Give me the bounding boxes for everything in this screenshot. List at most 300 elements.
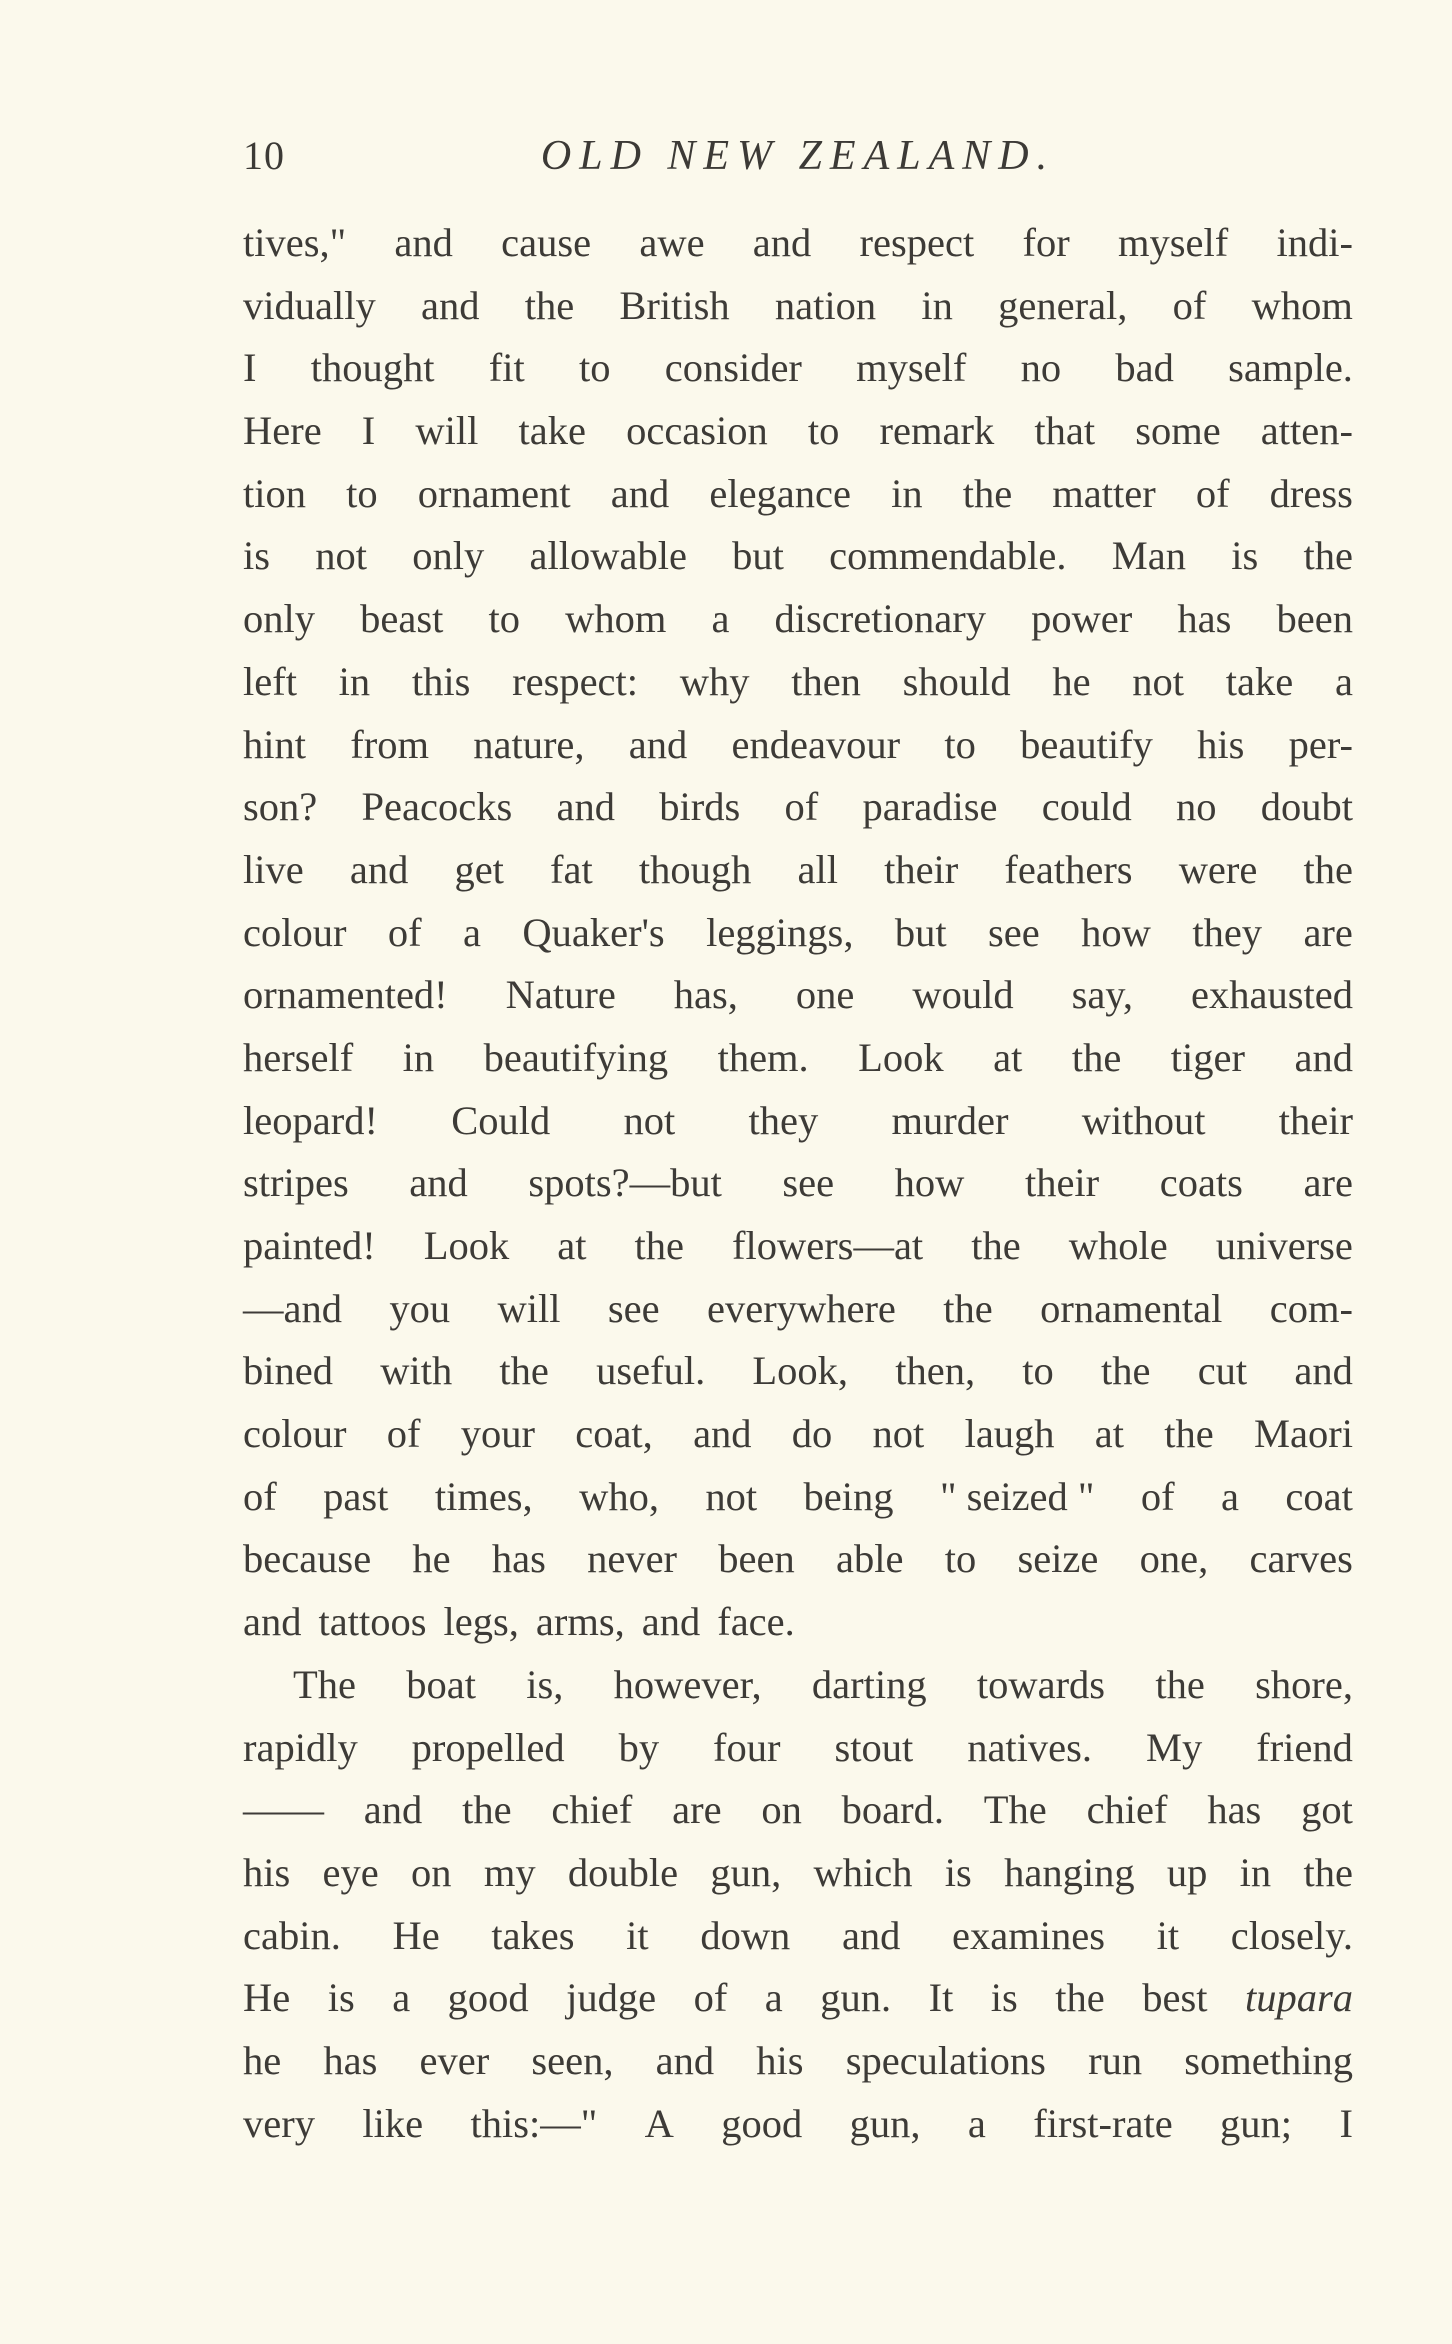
- word: run: [1088, 2037, 1143, 2083]
- word: laugh: [964, 1411, 1055, 1457]
- word: speculations: [845, 2037, 1046, 2083]
- word: a: [1221, 1473, 1239, 1519]
- word: a: [967, 2100, 986, 2146]
- word: Could: [451, 1097, 551, 1143]
- word: takes: [491, 1912, 575, 1958]
- word: tupara: [1244, 1975, 1353, 2021]
- word: fat: [550, 846, 593, 892]
- word: best: [1142, 1975, 1208, 2021]
- word: colour: [243, 1411, 347, 1457]
- text-line: [243, 1027, 1353, 1090]
- word: the: [1071, 1034, 1122, 1080]
- word: who,: [579, 1473, 659, 1519]
- word: Nature: [505, 972, 616, 1018]
- word: all: [797, 846, 838, 892]
- text-line: [243, 1591, 1353, 1654]
- text-line: [243, 1403, 1353, 1466]
- word: A: [644, 2100, 674, 2146]
- word: he: [412, 1536, 451, 1582]
- text-line: [243, 1528, 1353, 1591]
- word: arms,: [535, 1599, 625, 1645]
- word: the: [524, 282, 575, 328]
- word: commendable.: [829, 533, 1067, 579]
- word: a: [764, 1975, 783, 2021]
- page-header: [243, 132, 1353, 192]
- word: only: [243, 596, 316, 642]
- word: of: [1140, 1473, 1175, 1519]
- word: he: [243, 2037, 282, 2083]
- word: not: [623, 1097, 676, 1143]
- word: has: [491, 1536, 546, 1582]
- word: been: [1276, 596, 1353, 642]
- word: for: [1022, 220, 1070, 265]
- word: vidually: [243, 282, 376, 328]
- word: tion: [243, 470, 307, 516]
- word: discretionary: [774, 596, 986, 642]
- word: whom: [1251, 282, 1353, 328]
- word: been: [718, 1536, 795, 1582]
- word: stout: [834, 1724, 914, 1770]
- text-line: [243, 1905, 1353, 1968]
- text-line: [243, 212, 1353, 275]
- word: he: [1052, 658, 1091, 704]
- word: feathers: [1004, 846, 1133, 892]
- word: double: [567, 1849, 679, 1895]
- word: to: [578, 345, 611, 391]
- word: birds: [659, 784, 741, 830]
- word: gun;: [1220, 2100, 1293, 2146]
- word: and: [349, 846, 409, 892]
- word: and: [420, 282, 480, 328]
- word: them.: [717, 1034, 809, 1080]
- word: the: [1303, 1849, 1353, 1895]
- word: hanging: [1004, 1849, 1135, 1895]
- text-line: [243, 525, 1353, 588]
- word: natives.: [967, 1724, 1093, 1770]
- word: and: [693, 1411, 752, 1457]
- word: propelled: [411, 1724, 565, 1770]
- word: by: [618, 1724, 660, 1770]
- word: of: [784, 784, 819, 830]
- word: in: [921, 282, 953, 328]
- word: the: [971, 1223, 1021, 1268]
- word: myself: [856, 345, 967, 391]
- word: has: [323, 2037, 378, 2083]
- word: without: [1081, 1097, 1206, 1143]
- text-line: [243, 400, 1353, 463]
- word: and: [556, 784, 615, 830]
- word: no: [1175, 784, 1217, 830]
- word: are: [1303, 909, 1353, 955]
- word: times,: [434, 1473, 533, 1519]
- word: Here: [243, 408, 322, 454]
- word: general,: [998, 282, 1128, 328]
- word: Maori: [1254, 1411, 1353, 1457]
- word: the: [962, 470, 1013, 516]
- text-line: [243, 1466, 1353, 1529]
- word: from: [350, 721, 429, 767]
- word: and: [363, 1787, 423, 1833]
- word: that: [1034, 408, 1096, 454]
- word: the: [1101, 1348, 1151, 1394]
- word: respect:: [512, 658, 639, 704]
- word: live: [243, 846, 304, 892]
- word: though: [638, 846, 752, 892]
- word: ornament: [417, 470, 571, 516]
- word: not: [872, 1411, 925, 1457]
- body-text: [243, 212, 1353, 2155]
- word: dress: [1269, 470, 1353, 516]
- text-line: [243, 1340, 1353, 1403]
- text-line: [243, 1152, 1353, 1215]
- text-line: [243, 1278, 1353, 1341]
- text-line: [243, 1215, 1353, 1278]
- word: I: [243, 345, 257, 391]
- word: I: [1339, 2100, 1353, 2146]
- word: ever: [419, 2037, 490, 2083]
- word: power: [1031, 596, 1133, 642]
- word: com-: [1269, 1285, 1353, 1331]
- word: this:—": [470, 2100, 598, 2146]
- text-line: [243, 964, 1353, 1027]
- word: to: [346, 470, 378, 516]
- word: then,: [895, 1348, 976, 1394]
- word: and: [1294, 1034, 1353, 1080]
- word: the: [1303, 533, 1353, 579]
- word: The: [983, 1787, 1047, 1833]
- text-line: [243, 1967, 1353, 2030]
- word: but: [732, 533, 784, 579]
- word: something: [1184, 2037, 1353, 2083]
- word: respect: [859, 220, 975, 265]
- word: Look: [423, 1223, 510, 1268]
- word: eye: [322, 1849, 379, 1895]
- text-line: [243, 1779, 1353, 1842]
- word: to: [488, 596, 520, 642]
- word: has: [1207, 1787, 1262, 1833]
- word: are: [1303, 1160, 1353, 1206]
- word: and: [243, 1599, 302, 1645]
- word: fit: [488, 345, 525, 391]
- word: coats: [1159, 1160, 1243, 1206]
- word: and: [752, 220, 812, 265]
- word: with: [380, 1348, 453, 1394]
- word: cut: [1197, 1348, 1248, 1394]
- word: his: [243, 1849, 291, 1895]
- word: is: [944, 1849, 972, 1895]
- word: is: [1231, 533, 1259, 579]
- word: beautify: [1020, 721, 1153, 767]
- word: has: [1177, 596, 1232, 642]
- word: at: [1094, 1411, 1125, 1457]
- word: in: [1239, 1849, 1272, 1895]
- page-number: 10: [243, 133, 285, 178]
- word: get: [454, 846, 504, 892]
- word: a: [711, 596, 730, 642]
- word: useful.: [596, 1348, 706, 1394]
- word: hint: [243, 721, 307, 767]
- word: friend: [1256, 1724, 1353, 1770]
- word: examines: [952, 1912, 1105, 1958]
- word: murder: [891, 1097, 1009, 1143]
- word: It: [928, 1975, 954, 2021]
- word: and: [1294, 1348, 1353, 1394]
- word: in: [338, 658, 371, 704]
- word: board.: [841, 1787, 944, 1833]
- word: whole: [1068, 1223, 1168, 1268]
- word: of: [693, 1975, 728, 2021]
- word: good: [447, 1975, 529, 2021]
- word: four: [713, 1724, 781, 1770]
- text-line: [243, 902, 1353, 965]
- word: seen,: [531, 2037, 614, 2083]
- word: the: [1303, 846, 1353, 892]
- word: He: [243, 1975, 291, 2021]
- word: universe: [1215, 1223, 1353, 1268]
- word: of: [387, 909, 422, 955]
- word: seize: [1017, 1536, 1099, 1582]
- word: you: [389, 1285, 451, 1331]
- word: nation: [774, 282, 877, 328]
- word: take: [518, 408, 586, 454]
- word: to: [807, 408, 840, 454]
- word: elegance: [709, 470, 851, 516]
- word: nature,: [473, 721, 585, 767]
- word: left: [243, 658, 297, 704]
- word: a: [463, 909, 482, 955]
- word: are: [672, 1787, 722, 1833]
- word: atten-: [1260, 408, 1353, 454]
- word: is: [243, 533, 271, 579]
- word: and: [841, 1912, 901, 1958]
- word: and: [610, 470, 670, 516]
- word: has,: [673, 972, 738, 1018]
- word: boat: [406, 1661, 476, 1707]
- text-line: [243, 714, 1353, 777]
- word: being: [803, 1473, 894, 1519]
- word: will: [497, 1285, 561, 1331]
- text-line: [243, 1654, 1353, 1717]
- word: chief: [1086, 1787, 1168, 1833]
- word: tiger: [1170, 1034, 1245, 1080]
- word: they: [1192, 909, 1263, 955]
- word: at: [557, 1223, 587, 1268]
- word: shore,: [1255, 1661, 1353, 1707]
- word: could: [1041, 784, 1132, 830]
- word: only: [412, 533, 485, 579]
- word: how: [894, 1160, 965, 1206]
- word: allowable: [529, 533, 687, 579]
- word: face.: [717, 1599, 795, 1645]
- word: everywhere: [707, 1285, 896, 1331]
- word: is: [990, 1975, 1018, 2021]
- word: to: [1022, 1348, 1054, 1394]
- text-line: [243, 275, 1353, 338]
- word: whom: [565, 596, 667, 642]
- word: their: [1278, 1097, 1353, 1143]
- word: on: [411, 1849, 452, 1895]
- word: legs,: [443, 1599, 519, 1645]
- word: colour: [243, 909, 347, 955]
- word: The: [293, 1661, 356, 1707]
- word: and: [655, 2037, 715, 2083]
- word: exhausted: [1191, 972, 1353, 1018]
- word: herself: [243, 1034, 354, 1080]
- word: one: [795, 972, 855, 1018]
- word: towards: [976, 1661, 1106, 1707]
- word: beast: [360, 596, 444, 642]
- word: beautifying: [483, 1034, 669, 1080]
- word: cause: [501, 220, 592, 265]
- word: leggings,: [706, 909, 854, 955]
- word: of: [243, 1473, 277, 1519]
- word: tives,": [243, 220, 347, 265]
- word: the: [1164, 1411, 1214, 1457]
- word: the: [634, 1223, 684, 1268]
- word: sample.: [1228, 345, 1353, 391]
- word: but: [894, 909, 947, 955]
- word: He: [392, 1912, 440, 1958]
- word: were: [1178, 846, 1258, 892]
- word: Look: [858, 1034, 944, 1080]
- word: painted!: [243, 1223, 376, 1268]
- word: my: [483, 1849, 536, 1895]
- word: gun,: [849, 2100, 921, 2146]
- word: doubt: [1260, 784, 1353, 830]
- word: rapidly: [243, 1724, 358, 1770]
- word: not: [1132, 658, 1185, 704]
- word: awe: [639, 220, 705, 265]
- word: spots?—but: [528, 1160, 722, 1206]
- word: first-rate: [1033, 2100, 1173, 2146]
- word: say,: [1071, 972, 1134, 1018]
- word: closely.: [1230, 1912, 1353, 1958]
- word: a: [392, 1975, 411, 2021]
- text-line: [243, 463, 1353, 526]
- word: should: [902, 658, 1011, 704]
- word: Man: [1111, 533, 1186, 579]
- word: the: [943, 1285, 993, 1331]
- word: at: [993, 1034, 1023, 1080]
- word: and: [628, 721, 688, 767]
- text-line: [243, 337, 1353, 400]
- text-line: [243, 839, 1353, 902]
- word: they: [748, 1097, 819, 1143]
- word: indi-: [1276, 220, 1353, 265]
- word: of: [1195, 470, 1230, 516]
- word: son?: [243, 784, 318, 830]
- word: and: [394, 220, 453, 265]
- word: will: [415, 408, 479, 454]
- word: in: [402, 1034, 435, 1080]
- word: see: [988, 909, 1040, 955]
- word: the: [1055, 1975, 1105, 2021]
- word: the: [462, 1787, 512, 1833]
- word: and: [641, 1599, 701, 1645]
- word: chief: [551, 1787, 633, 1833]
- word: remark: [879, 408, 995, 454]
- word: up: [1166, 1849, 1208, 1895]
- word: cabin.: [243, 1912, 341, 1958]
- word: why: [679, 658, 750, 704]
- text-line: [243, 2093, 1353, 2156]
- word: past: [323, 1473, 389, 1519]
- word: bined: [243, 1348, 333, 1394]
- word: this: [411, 658, 471, 704]
- word: ornamental: [1040, 1285, 1223, 1331]
- word: the: [1155, 1661, 1205, 1707]
- word: coat: [1285, 1473, 1353, 1519]
- word: and: [409, 1160, 468, 1206]
- word: then: [791, 658, 861, 704]
- word: like: [362, 2100, 424, 2146]
- word: Peacocks: [361, 784, 513, 830]
- word: to: [944, 1536, 977, 1582]
- word: it: [1156, 1912, 1180, 1958]
- word: thought: [310, 345, 435, 391]
- word: one,: [1139, 1536, 1209, 1582]
- word: per-: [1288, 721, 1353, 767]
- word: carves: [1249, 1536, 1353, 1582]
- word: tattoos: [318, 1599, 427, 1645]
- word: not: [705, 1473, 758, 1519]
- word: is,: [526, 1661, 564, 1707]
- word: on: [761, 1787, 802, 1833]
- word: however,: [613, 1661, 762, 1707]
- word: very: [243, 2100, 315, 2146]
- word: gun,: [710, 1849, 782, 1895]
- word: gun.: [820, 1975, 892, 2021]
- word: some: [1135, 408, 1221, 454]
- word: your: [460, 1411, 535, 1457]
- running-title: OLD NEW ZEALAND.: [540, 133, 1056, 179]
- text-line: [243, 1090, 1353, 1153]
- word: their: [1024, 1160, 1100, 1206]
- word: " seized ": [939, 1473, 1095, 1519]
- word: take: [1225, 658, 1294, 704]
- text-line: [243, 1842, 1353, 1905]
- word: which: [813, 1849, 913, 1895]
- word: no: [1020, 345, 1062, 391]
- word: paradise: [862, 784, 998, 830]
- word: see: [782, 1160, 835, 1206]
- word: see: [607, 1285, 660, 1331]
- word: how: [1081, 909, 1151, 955]
- word: to: [944, 721, 976, 767]
- word: matter: [1052, 470, 1156, 516]
- word: stripes: [243, 1160, 349, 1206]
- word: endeavour: [731, 721, 901, 767]
- word: Look,: [752, 1348, 849, 1394]
- word: a: [1334, 658, 1353, 704]
- word: of: [386, 1411, 421, 1457]
- word: Quaker's: [522, 909, 665, 955]
- word: ornamented!: [243, 972, 448, 1018]
- word: My: [1145, 1724, 1203, 1770]
- word: in: [891, 470, 923, 516]
- word: coat,: [575, 1411, 653, 1457]
- word: his: [1197, 721, 1245, 767]
- word: good: [721, 2100, 803, 2146]
- word: do: [791, 1411, 833, 1457]
- word: able: [835, 1536, 904, 1582]
- word: would: [912, 972, 1014, 1018]
- word: of: [1172, 282, 1207, 328]
- text-line: [243, 1717, 1353, 1780]
- word: their: [884, 846, 959, 892]
- text-line: [243, 2030, 1353, 2093]
- word: never: [587, 1536, 678, 1582]
